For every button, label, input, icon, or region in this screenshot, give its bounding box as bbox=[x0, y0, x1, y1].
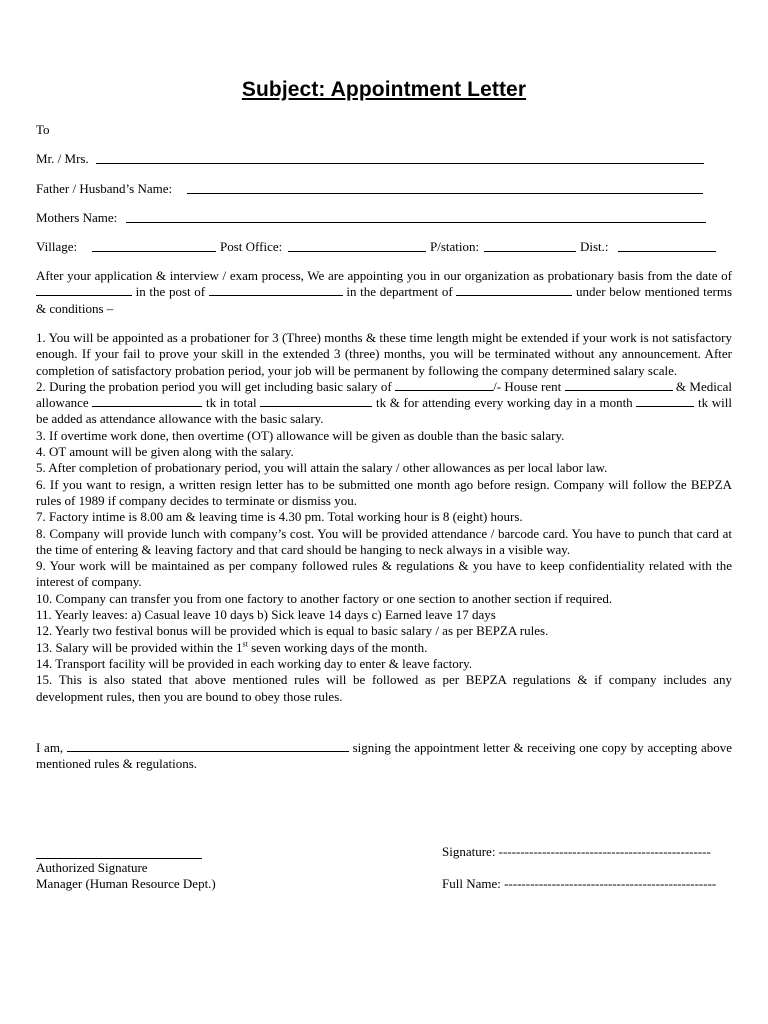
term-2-text-c: & Medical allowance bbox=[36, 378, 732, 411]
term-13 bbox=[36, 640, 732, 656]
declaration-prefix: I am, bbox=[36, 740, 64, 755]
name-field[interactable] bbox=[96, 152, 704, 164]
term-6: 6. If you want to resign, a written resign letter has to be submitted one month ago before resign. Company will follow the BEPZA rules of 1989 if company decides to terminate or dismiss you. bbox=[36, 476, 732, 508]
post-office-field[interactable] bbox=[288, 240, 426, 252]
district-label: Dist.: bbox=[580, 239, 609, 254]
signature-field[interactable]: Signature: ------------------------------------------------- bbox=[442, 844, 711, 859]
village-label: Village: bbox=[36, 239, 78, 254]
term-15: 15. This is also stated that above mentioned rules will be followed as per BEPZA regulations & if company includes any development rules, then you are bound to obey those rules. bbox=[36, 672, 732, 704]
term-2-text-b: /- House rent bbox=[493, 378, 562, 394]
term-1: 1. You will be appointed as a probationer for 3 (Three) months & these time length might be extended if your work is not satisfactory enough. If your fail to prove your skill in the extended 3 (three) months, you will be terminated without any announcement. After completion of satisfactory probation period, your job will be permanent by following the company determined salary scale. bbox=[36, 330, 732, 378]
term-2-text-a: 2. During the probation period you will get including basic salary of bbox=[36, 378, 392, 394]
to-label: To bbox=[36, 122, 50, 137]
guardian-label: Father / Husband’s Name: bbox=[36, 181, 173, 196]
declaration-paragraph bbox=[36, 740, 732, 773]
post-field[interactable] bbox=[209, 284, 343, 296]
full-name-field[interactable]: Full Name: ------------------------------------------------- bbox=[442, 876, 717, 891]
name-label: Mr. / Mrs. bbox=[36, 151, 89, 166]
term-12: 12. Yearly two festival bonus will be provided which is equal to basic salary / as per BEPZA rules. bbox=[36, 623, 549, 639]
intro-text-2: in the post of bbox=[135, 284, 206, 300]
term-7: 7. Factory intime is 8.00 am & leaving time is 4.30 pm. Total working hour is 8 (eight) hours. bbox=[36, 509, 523, 525]
pstation-field[interactable] bbox=[484, 240, 576, 252]
term-2-text-d: tk in total bbox=[206, 395, 257, 411]
attendance-allowance-field[interactable] bbox=[636, 395, 694, 407]
village-field[interactable] bbox=[92, 240, 216, 252]
term-4: 4. OT amount will be given along with the salary. bbox=[36, 444, 294, 460]
term-13-text-a: 13. Salary will be provided within the 1 bbox=[36, 639, 243, 655]
medical-allowance-field[interactable] bbox=[92, 395, 202, 407]
mother-label: Mothers Name: bbox=[36, 210, 118, 225]
term-11: 11. Yearly leaves: a) Casual leave 10 days b) Sick leave 14 days c) Earned leave 17 days bbox=[36, 607, 496, 623]
mother-field[interactable] bbox=[126, 211, 706, 223]
declarant-name-field[interactable] bbox=[67, 740, 349, 752]
term-3: 3. If overtime work done, then overtime (OT) allowance will be given as double than the basic salary. bbox=[36, 427, 565, 443]
manager-label: Manager (Human Resource Dept.) bbox=[36, 876, 216, 891]
district-field[interactable] bbox=[618, 240, 716, 252]
house-rent-field[interactable] bbox=[565, 379, 673, 391]
term-10: 10. Company can transfer you from one factory to another factory or one section to another section if required. bbox=[36, 590, 613, 606]
term-14: 14. Transport facility will be provided in each working day to enter & leave factory. bbox=[36, 655, 472, 671]
term-2-text-f: tk will be added as attendance allowance with the basic salary. bbox=[36, 395, 732, 427]
term-2 bbox=[36, 379, 732, 428]
intro-paragraph bbox=[36, 268, 732, 317]
term-13-superscript: st bbox=[242, 639, 248, 649]
authorized-signature-line[interactable] bbox=[36, 858, 202, 859]
department-field[interactable] bbox=[456, 284, 572, 296]
term-5: 5. After completion of probationary period, you will attain the salary / other allowances as per local labor law. bbox=[36, 460, 608, 476]
basic-salary-field[interactable] bbox=[395, 379, 493, 391]
page-title: Subject: Appointment Letter bbox=[241, 78, 527, 101]
term-13-text-b: seven working days of the month. bbox=[247, 639, 428, 655]
guardian-field[interactable] bbox=[187, 182, 703, 194]
total-salary-field[interactable] bbox=[260, 395, 372, 407]
term-8: 8. Company will provide lunch with company’s cost. You will be provided attendance / barcode card. You have to punch that card at the time of entering & leaving factory and that card should be hanging to neck always in a visible way. bbox=[36, 525, 732, 557]
term-2-text-e: tk & for attending every working day in a month bbox=[375, 395, 633, 411]
intro-text-4: under below mentioned terms & conditions – bbox=[36, 284, 733, 316]
authorized-signature-label: Authorized Signature bbox=[36, 860, 148, 875]
pstation-label: P/station: bbox=[430, 239, 480, 254]
term-9: 9. Your work will be maintained as per company followed rules & regulations & you have to keep confidentiality related with the interest of company. bbox=[36, 558, 732, 590]
join-date-field[interactable] bbox=[36, 284, 132, 296]
post-office-label: Post Office: bbox=[220, 239, 283, 254]
declaration-suffix: signing the appointment letter & receiving one copy by accepting above mentioned rules & regulations. bbox=[36, 740, 733, 772]
terms-list bbox=[36, 330, 732, 705]
intro-text-3: in the department of bbox=[346, 284, 453, 300]
intro-text-1: After your application & interview / exam process, We are appointing you in our organization as probationary basis from the date of bbox=[36, 268, 732, 283]
